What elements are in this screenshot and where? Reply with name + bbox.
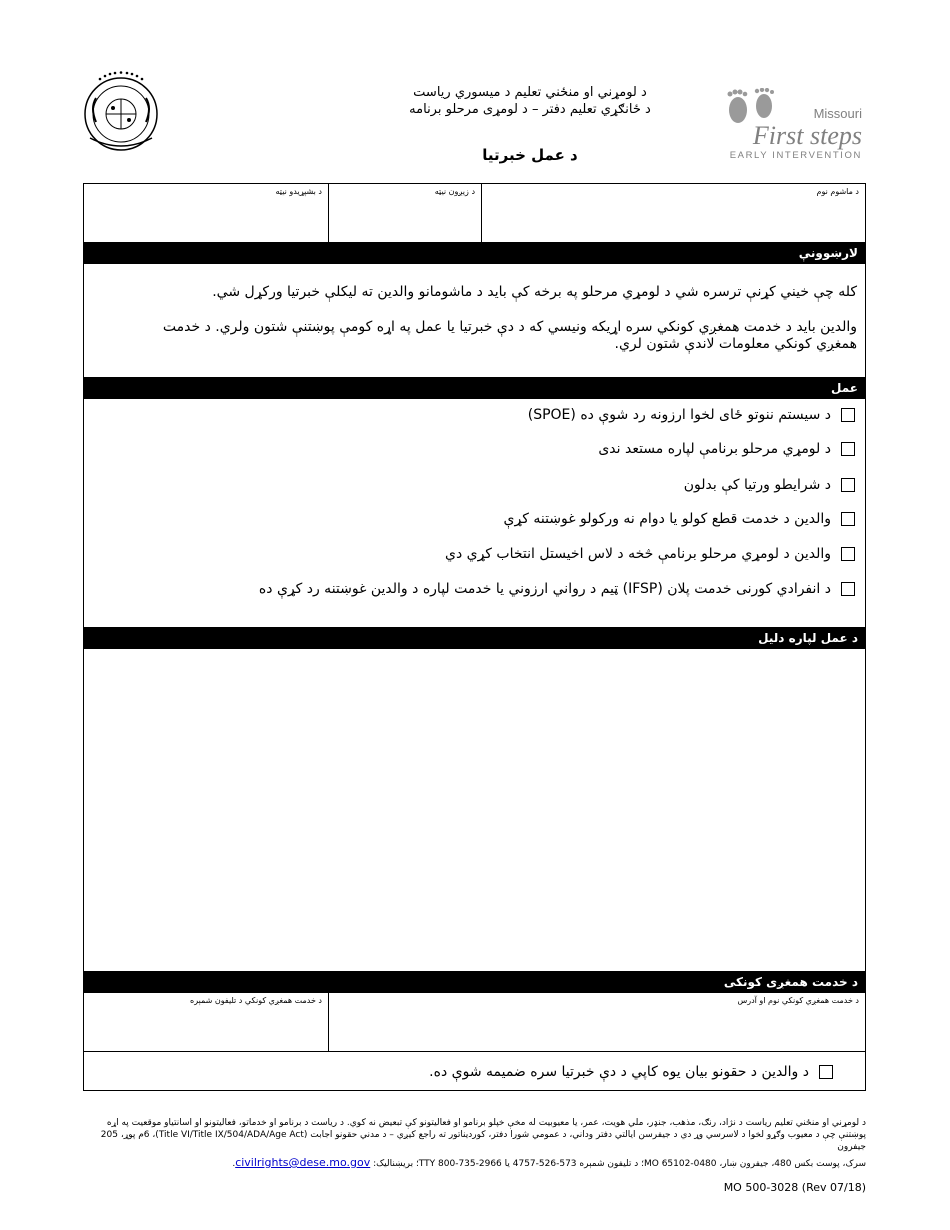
instructions-paragraph-1: کله چې خيني کړنې ترسره شي د لومړي مرحلو په برخه کې باید د ماشومانو والدين ته ليکلې خبرتيا ورکړل شي. <box>212 284 857 300</box>
checkbox[interactable] <box>841 547 855 561</box>
agency-header <box>330 84 730 118</box>
missouri-state-seal <box>80 68 162 158</box>
nondiscrimination-statement: د لومړني او منځني تعليم رياست د نژاد، رنګ، مذهب، جنډر، ملي هويت، عمر، يا معيوبيت له مخې خپلو برنامو او فعاليتونو کې تبعيض نه کوي. د رياست د برنامو او خدماتو، فعاليتونو او اسانتياو موقعيت په اړه پوښتنې چې د معيوب وګړو لخوا د لاسرسي وړ دي د جيفرسن ايالتي دفتر وداني، د عمومي شورا دفتر، کوردیناتور ته راجع کيږي – د مدني حقونو اجابت (Title VI/Title IX/504/ADA/Age Act)، 6م پوړ، 205 جيفرون <box>100 1118 866 1152</box>
checkbox[interactable] <box>841 512 855 526</box>
instructions-heading: لارښوونې <box>84 242 865 264</box>
action-checklist <box>84 399 865 627</box>
action-item-label: والدين د لومړي مرحلو برنامې څخه د لاس اخيستل انتخاب کړي دي <box>444 546 831 562</box>
footer-notice <box>83 1117 866 1174</box>
logo-brand-line1: Missouri <box>813 106 862 121</box>
coordinator-heading: د خدمت همغږی کونکی <box>84 971 865 993</box>
civil-rights-email-link[interactable]: civilrights@dese.mo.gov <box>235 1156 371 1169</box>
action-item-label: د انفرادي کورنی خدمت پلان (IFSP) ټيم د رواني ارزوني يا خدمت لپاره د والدين غوښتنه رد کړې ده <box>258 581 831 597</box>
first-steps-logo <box>724 88 866 162</box>
action-item-label: د لومړي مرحلو برنامې لپاره مستعد ندی <box>598 441 831 457</box>
parent-rights-label: د والدين د حقونو بيان يوه کاپي د دې خبرتيا سره ضميمه شوې ده. <box>429 1064 809 1080</box>
footer-period: . <box>232 1159 236 1169</box>
instructions-paragraph-2: والدین باید د خدمت همغږي کونکي سره اړیکه ونیسي که د دې خبرتیا یا عمل په اړه کومې پوښتنې شتون ولري. د خدمت همغږي کونکي معلومات لاندې شتون لري. <box>162 319 857 352</box>
checkbox[interactable] <box>841 478 855 492</box>
action-item[interactable] <box>259 578 855 600</box>
instructions-section <box>84 264 865 377</box>
completion-date-field[interactable] <box>84 184 328 242</box>
child-name-label: د ماشوم نوم <box>816 187 859 196</box>
action-item-label: د شرايطو ورتيا کې بدلون <box>683 477 831 493</box>
parent-rights-attached[interactable] <box>84 1052 865 1092</box>
child-info-row <box>84 184 865 242</box>
form-number: MO 500-3028 (Rev 07/18) <box>723 1181 866 1194</box>
coordinator-name-address-label: د خدمت همغږي کونکي نوم او آدرس <box>737 996 859 1005</box>
action-item[interactable] <box>528 404 855 426</box>
coordinator-phone-field[interactable] <box>84 993 328 1051</box>
action-item[interactable] <box>445 543 855 565</box>
action-heading: عمل <box>84 377 865 399</box>
checkbox[interactable] <box>841 408 855 422</box>
action-item[interactable] <box>684 474 855 496</box>
coordinator-info-row <box>84 993 865 1052</box>
logo-brand-line2: First steps <box>752 121 862 150</box>
action-item[interactable] <box>598 438 855 460</box>
checkbox[interactable] <box>841 442 855 456</box>
checkbox[interactable] <box>841 582 855 596</box>
form-title: د عمل خبرتيا <box>482 146 578 164</box>
agency-line-2: د ځانګړي تعليم دفتر – د لومړی مرحلو برنامه <box>409 102 651 117</box>
checkbox[interactable] <box>819 1065 833 1079</box>
date-of-birth-field[interactable] <box>328 184 482 242</box>
coordinator-name-address-field[interactable] <box>328 993 865 1051</box>
action-item[interactable] <box>504 508 855 530</box>
footer-address: سرک، پوست بکس 480، جيفرون ښار، MO 65102-0480؛ د تليفون شمېره 573-526-4757 يا TTY 800-735-2966؛ بريښناليک: <box>373 1159 866 1169</box>
completion-date-label: د بشپړیدو نیټه <box>275 187 322 196</box>
action-item-label: والدين د خدمت قطع کولو يا دوام نه ورکولو غوښتنه کړې <box>503 511 831 527</box>
logo-tagline: EARLY INTERVENTION <box>729 150 862 161</box>
child-name-field[interactable] <box>482 184 865 242</box>
date-of-birth-label: د زیږون نیټه <box>434 187 475 196</box>
coordinator-phone-label: د خدمت همغږي کونکي د تلیفون شمېره <box>190 996 322 1005</box>
reason-text-area[interactable] <box>84 649 865 971</box>
notice-form <box>83 183 866 1091</box>
action-item-label: د سیستم ننوتو ځای لخوا ارزونه رد شوې ده (SPOE) <box>527 407 831 423</box>
agency-line-1: د لومړني او منځني تعليم د ميسوري رياست <box>413 85 647 100</box>
footer-address-line <box>83 1157 866 1170</box>
reason-heading: د عمل لپاره دليل <box>84 627 865 649</box>
